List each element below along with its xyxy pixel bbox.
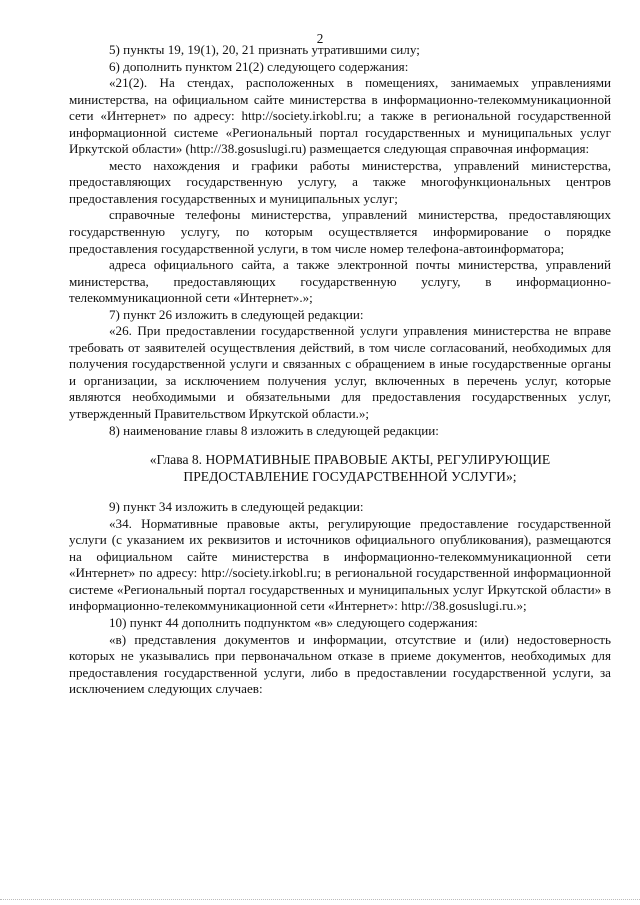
paragraph-item-6: 6) дополнить пунктом 21(2) следующего содержания: bbox=[109, 58, 409, 74]
paragraph-item-8: 8) наименование главы 8 изложить в следующей редакции: bbox=[109, 422, 439, 438]
paragraph-location: место нахождения и графики работы министерства, управлений министерства, предоставляющих государственную услугу, а также многофункциональных центров предоставления государственных и муниципальных услуг; bbox=[69, 157, 611, 206]
scan-bottom-edge bbox=[0, 899, 640, 901]
page-number: 2 bbox=[316, 31, 324, 46]
paragraph-item-5: 5) пункты 19, 19(1), 20, 21 признать утратившими силу; bbox=[109, 42, 420, 57]
document-body bbox=[69, 42, 611, 698]
paragraph-addresses: адреса официального сайта, а также электронной почты министерства, управлений министерства, предоставляющих государственную услугу, в информационно-телекоммуникационной сети «Интернет».»; bbox=[69, 257, 611, 306]
paragraph-26: «26. При предоставлении государственной услуги управления министерства не вправе требовать от заявителей осуществления действий, в том числе согласований, необходимых для получения государственной услуги и связанных с обращением в иные государственные органы и организации, за исключением получения услуг, включенных в перечень услуг, которые являются необходимыми и обязательными для предоставления государственных услуг, утвержденный Правительством Иркутской области.»; bbox=[69, 323, 611, 422]
paragraph-subitem-v: «в) представления документов и информации, отсутствие и (или) недостоверность которых не указывались при первоначальном отказе в приеме документов, необходимых для предоставления государственной услуги, либо в предоставлении государственной услуги, за исключением следующих случаев: bbox=[69, 631, 611, 697]
paragraph-item-7: 7) пункт 26 изложить в следующей редакции: bbox=[109, 306, 364, 322]
paragraph-34: «34. Нормативные правовые акты, регулирующие предоставление государственной услуги (с указанием их реквизитов и источников официального опубликования), размещаются на официальном сайте министерства в информационно-телекоммуникационной сети «Интернет» по адресу: http://society.irkobl.ru; в региональной государственной информационной системе «Региональный портал государственных и муниципальных услуг Иркутской области» в информационно-телекоммуникационной сети «Интернет»: http://38.gosuslugi.ru.»; bbox=[69, 515, 611, 614]
paragraph-phones: справочные телефоны министерства, управлений министерства, предоставляющих государственную услугу, по которым осуществляется информирование о порядке предоставления государственной услуги, в том числе номер телефона-автоинформатора; bbox=[69, 207, 611, 256]
paragraph-item-10: 10) пункт 44 дополнить подпунктом «в» следующего содержания: bbox=[109, 614, 478, 630]
paragraph-item-9: 9) пункт 34 изложить в следующей редакции: bbox=[109, 499, 364, 515]
chapter-heading: «Глава 8. НОРМАТИВНЫЕ ПРАВОВЫЕ АКТЫ, РЕГУЛИРУЮЩИЕ ПРЕДОСТАВЛЕНИЕ ГОСУДАРСТВЕННОЙ УСЛУГИ»; bbox=[149, 452, 551, 485]
paragraph-21-2: «21(2). На стендах, расположенных в помещениях, занимаемых управлениями министерства, на официальном сайте министерства в информационно-телекоммуникационной сети «Интернет» по адресу: http://society.irkobl.ru; а также в региональной государственной информационной системе «Региональный портал государственных и муниципальных услуг Иркутской области» (http://38.gosuslugi.ru) размещается следующая справочная информация: bbox=[69, 75, 611, 157]
